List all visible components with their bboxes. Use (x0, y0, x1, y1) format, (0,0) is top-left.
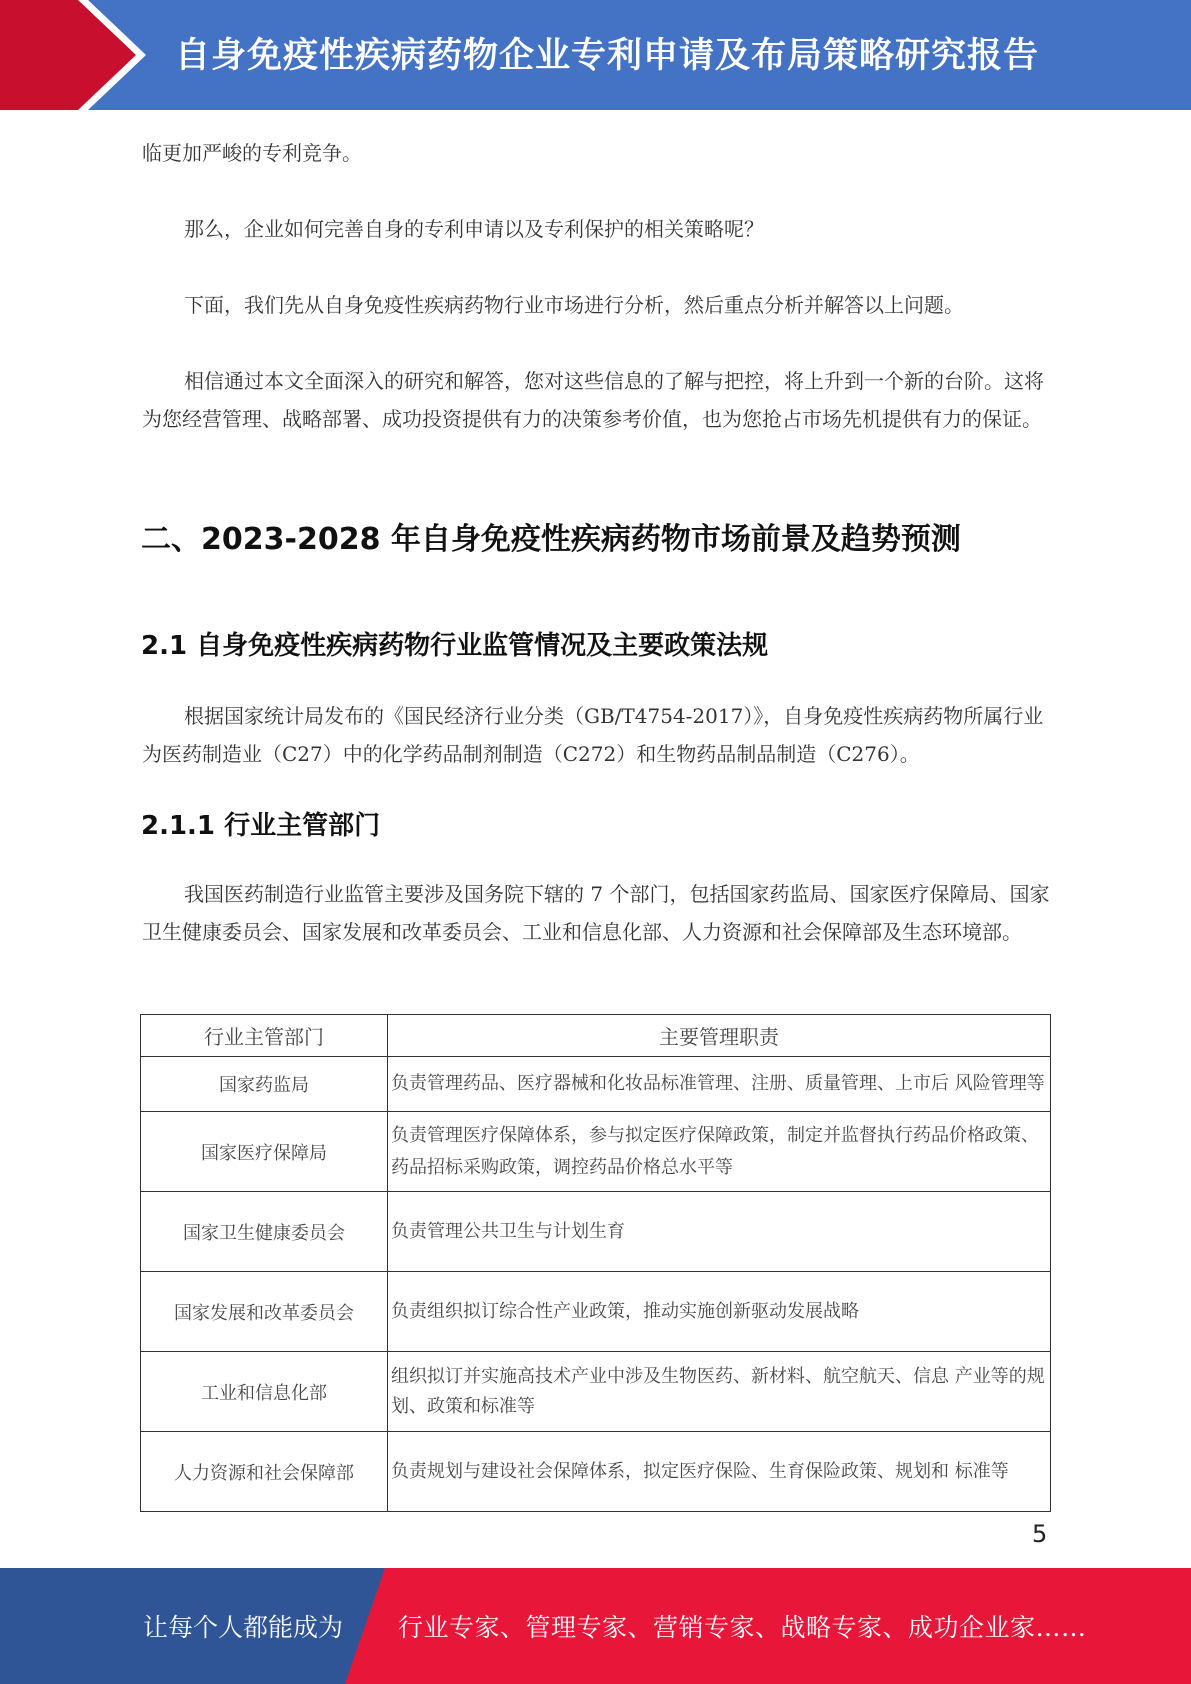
department-cell: 国家发展和改革委员会 (141, 1272, 388, 1352)
department-cell: 工业和信息化部 (141, 1352, 388, 1432)
table-header-duties: 主要管理职责 (388, 1015, 1051, 1057)
section-heading: 二、2023-2028 年自身免疫性疾病药物市场前景及趋势预测 (141, 522, 961, 557)
header-red-chevron-decoration (0, 0, 150, 110)
paragraph-intro: 下面，我们先从自身免疫性疾病药物行业市场进行分析，然后重点分析并解答以上问题。 (184, 293, 964, 317)
department-cell: 国家医疗保障局 (141, 1112, 388, 1192)
duties-cell: 负责管理药品、医疗器械和化妆品标准管理、注册、质量管理、上市后 风险管理等 (388, 1057, 1051, 1112)
department-table (140, 1014, 1051, 1512)
paragraph-departments: 我国医药制造行业监管主要涉及国务院下辖的 7 个部门，包括国家药监局、国家医疗保障局、国家卫生健康委员会、国家发展和改革委员会、工业和信息化部、人力资源和社会保障部及生态环境部。 (142, 882, 1050, 944)
duties-cell: 组织拟订并实施高技术产业中涉及生物医药、新材料、航空航天、信息 产业等的规划、政策和标准等 (388, 1352, 1051, 1432)
duties-cell: 负责组织拟订综合性产业政策，推动实施创新驱动发展战略 (388, 1272, 1051, 1352)
footer-slogan-right: 行业专家、管理专家、营销专家、战略专家、成功企业家…… (398, 1613, 1087, 1642)
paragraph-value: 相信通过本文全面深入的研究和解答，您对这些信息的了解与把控，将上升到一个新的台阶。这将为您经营管理、战略部署、成功投资提供有力的决策参考价值，也为您抢占市场先机提供有力的保证。 (142, 369, 1044, 431)
department-cell: 人力资源和社会保障部 (141, 1432, 388, 1512)
paragraph-continuation: 临更加严峻的专利竞争。 (142, 141, 362, 165)
table-row (141, 1112, 1051, 1192)
duties-cell: 负责规划与建设社会保障体系，拟定医疗保险、生育保险政策、规划和 标准等 (388, 1432, 1051, 1512)
subsubsection-heading: 2.1.1 行业主管部门 (141, 811, 381, 841)
subsection-heading: 2.1 自身免疫性疾病药物行业监管情况及主要政策法规 (141, 631, 769, 661)
table-row (141, 1272, 1051, 1352)
footer-banner (0, 1568, 1191, 1684)
table-row (141, 1432, 1051, 1512)
paragraph-classification: 根据国家统计局发布的《国民经济行业分类（GB/T4754-2017）》，自身免疫性疾病药物所属行业为医药制造业（C27）中的化学药品制剂制造（C272）和生物药品制品制造（C276）。 (142, 704, 1044, 766)
department-cell: 国家卫生健康委员会 (141, 1192, 388, 1272)
department-cell: 国家药监局 (141, 1057, 388, 1112)
table-header-row (141, 1015, 1051, 1057)
paragraph-question: 那么，企业如何完善自身的专利申请以及专利保护的相关策略呢？ (184, 217, 764, 241)
duties-cell: 负责管理医疗保障体系，参与拟定医疗保障政策，制定并监督执行药品价格政策、药品招标采购政策，调控药品价格总水平等 (388, 1112, 1051, 1192)
header-banner (0, 0, 1191, 110)
footer-slogan-left: 让每个人都能成为 (143, 1613, 344, 1642)
page-number: 5 (1032, 1520, 1048, 1548)
duties-cell: 负责管理公共卫生与计划生育 (388, 1192, 1051, 1272)
table-row (141, 1192, 1051, 1272)
report-title: 自身免疫性疾病药物企业专利申请及布局策略研究报告 (175, 36, 1040, 76)
table-row (141, 1057, 1051, 1112)
table-header-department: 行业主管部门 (141, 1015, 388, 1057)
table-row (141, 1352, 1051, 1432)
